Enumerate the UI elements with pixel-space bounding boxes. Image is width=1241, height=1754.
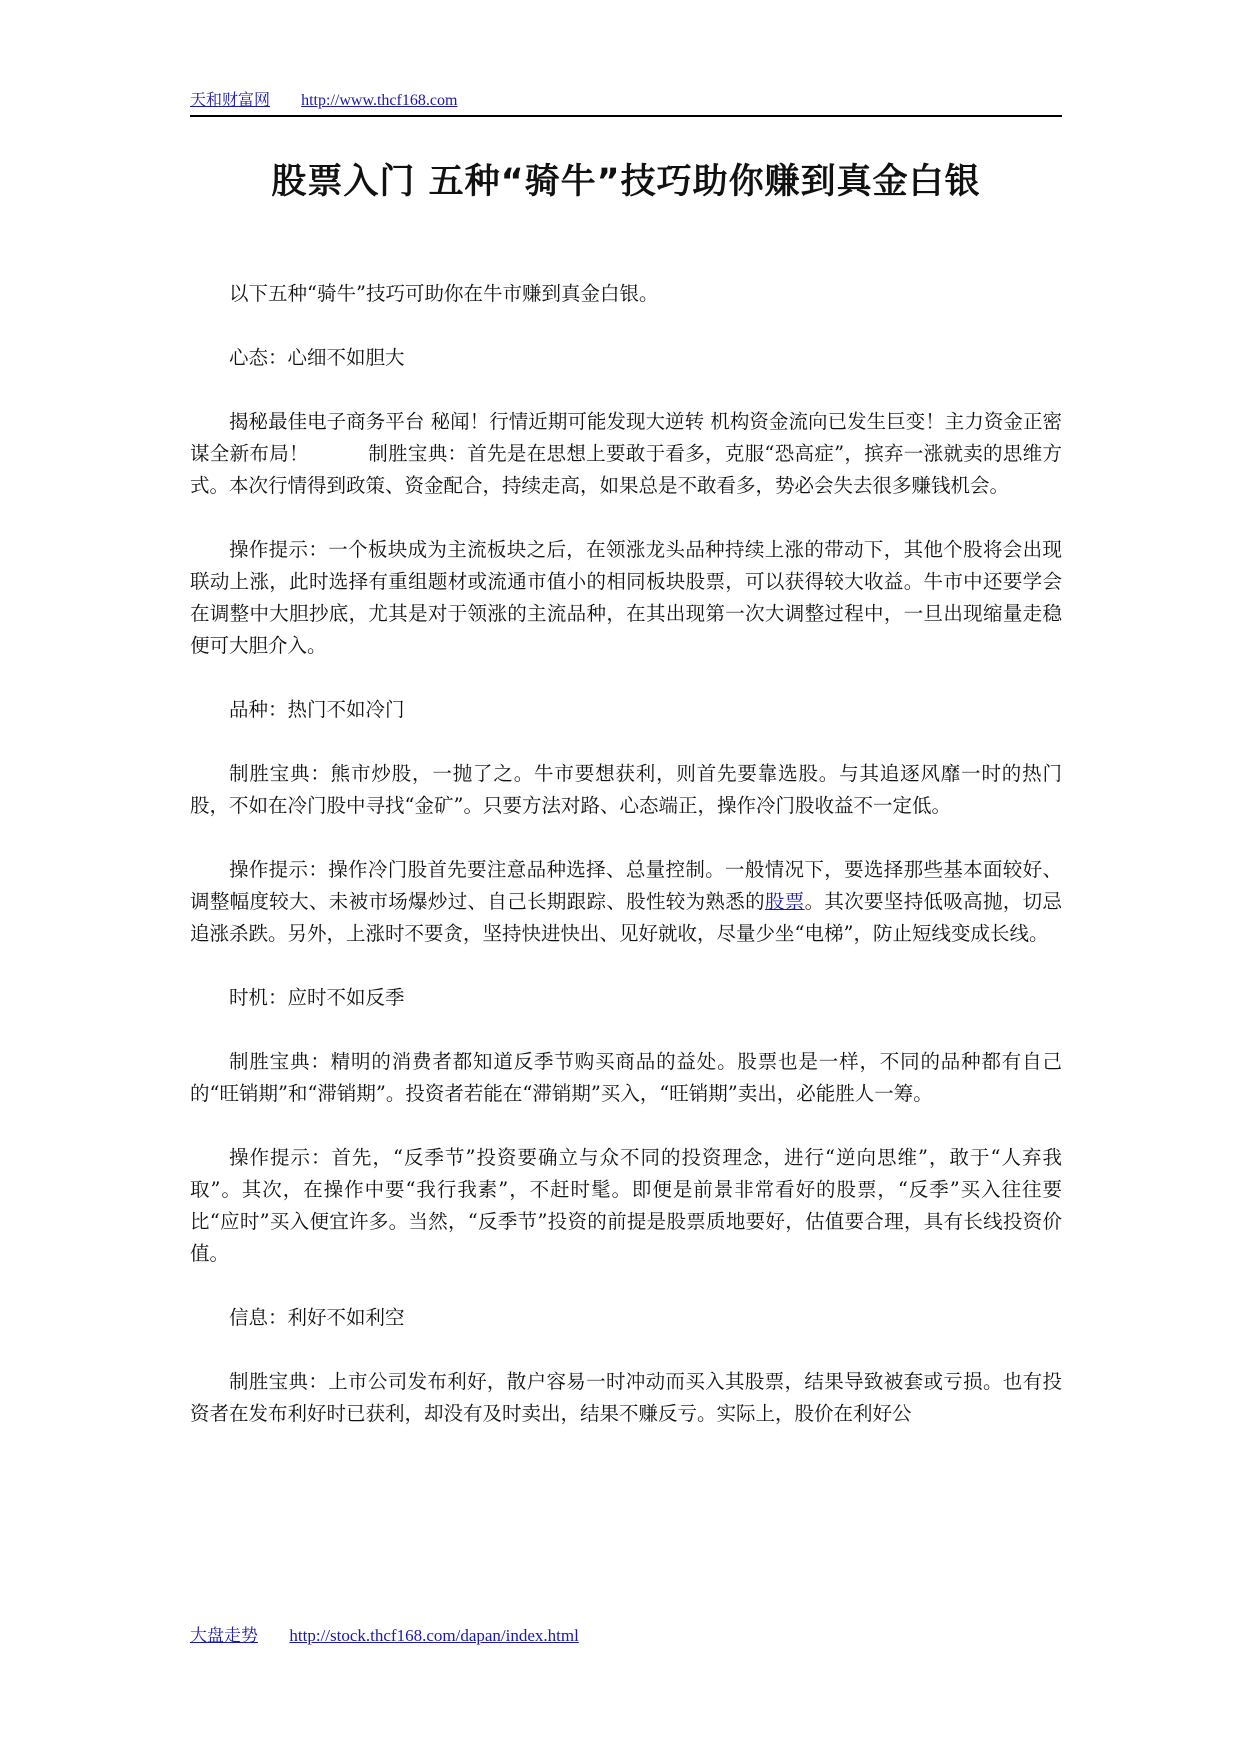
article-body xyxy=(190,278,1062,1462)
header-site-url-link[interactable]: http://www.thcf168.com xyxy=(301,92,458,109)
paragraph-mindset-operation: 操作提示：一个板块成为主流板块之后，在领涨龙头品种持续上涨的带动下，其他个股将会出现联动上涨，此时选择有重组题材或流通市值小的相同板块股票，可以获得较大收益。牛市中还要学会在调整中大胆抄底，尤其是对于领涨的主流品种，在其出现第一次大调整过程中，一旦出现缩量走稳便可大胆介入。 xyxy=(190,538,1062,657)
section-heading-variety: 品种：热门不如冷门 xyxy=(229,698,405,721)
header-divider xyxy=(190,115,1062,117)
paragraph-information-tips: 制胜宝典：上市公司发布利好，散户容易一时冲动而买入其股票，结果导致被套或亏损。也有投资者在发布利好时已获利，却没有及时卖出，结果不赚反亏。实际上，股价在利好公 xyxy=(190,1370,1062,1425)
header-site-name-link[interactable]: 天和财富网 xyxy=(190,92,271,109)
paragraph-timing-tips: 制胜宝典：精明的消费者都知道反季节购买商品的益处。股票也是一样，不同的品种都有自己的“旺销期”和“滞销期”。投资者若能在“滞销期”买入，“旺销期”卖出，必能胜人一筹。 xyxy=(190,1050,1062,1105)
article-title: 股票入门 五种“骑牛”技巧助你赚到真金白银 xyxy=(271,162,981,202)
stock-link[interactable]: 股票 xyxy=(764,890,805,913)
paragraph-variety-tips: 制胜宝典：熊市炒股，一抛了之。牛市要想获利，则首先要靠选股。与其追逐风靡一时的热门股，不如在冷门股中寻找“金矿”。只要方法对路、心态端正，操作冷门股收益不一定低。 xyxy=(190,762,1062,817)
section-heading-timing: 时机：应时不如反季 xyxy=(229,986,405,1009)
paragraph-mindset-tips: 揭秘最佳电子商务平台 秘闻！行情近期可能发现大逆转 机构资金流向已发生巨变！主力资金正密谋全新布局！ 制胜宝典：首先是在思想上要敢于看多，克服“恐高症”，摈弃一涨就卖的思维方式。本次行情得到政策、资金配合，持续走高，如果总是不敢看多，势必会失去很多赚钱机会。 xyxy=(190,410,1062,497)
page-footer xyxy=(190,1624,1062,1648)
paragraph-variety-operation-text-1: 操作提示：操作冷门股首先要注意品种选择、总量控制。一般情况下，要选择那些基本面较好、调整幅度较大、未被市场爆炒过、自己长期跟踪、股性较为熟悉的 xyxy=(190,858,1062,913)
paragraph-variety-operation xyxy=(190,854,1062,950)
paragraph-intro: 以下五种“骑牛”技巧可助你在牛市赚到真金白银。 xyxy=(229,282,659,305)
section-heading-mindset: 心态：心细不如胆大 xyxy=(229,346,405,369)
section-heading-information: 信息：利好不如利空 xyxy=(229,1306,405,1329)
footer-url-link[interactable]: http://stock.thcf168.com/dapan/index.html xyxy=(289,1626,579,1645)
page-header xyxy=(190,88,1062,112)
paragraph-timing-operation: 操作提示：首先，“反季节”投资要确立与众不同的投资理念，进行“逆向思维”，敢于“人弃我取”。其次，在操作中要“我行我素”，不赶时髦。即便是前景非常看好的股票，“反季”买入往往要比“应时”买入便宜许多。当然，“反季节”投资的前提是股票质地要好，估值要合理，具有长线投资价值。 xyxy=(190,1146,1062,1265)
footer-market-trend-link[interactable]: 大盘走势 xyxy=(190,1626,258,1645)
paragraph-variety-operation-text-2: 。其次要坚持低吸高抛，切忌追涨杀跌。另外，上涨时不要贪，坚持快进快出、见好就收，尽量少坐“电梯”，防止短线变成长线。 xyxy=(190,890,1062,945)
